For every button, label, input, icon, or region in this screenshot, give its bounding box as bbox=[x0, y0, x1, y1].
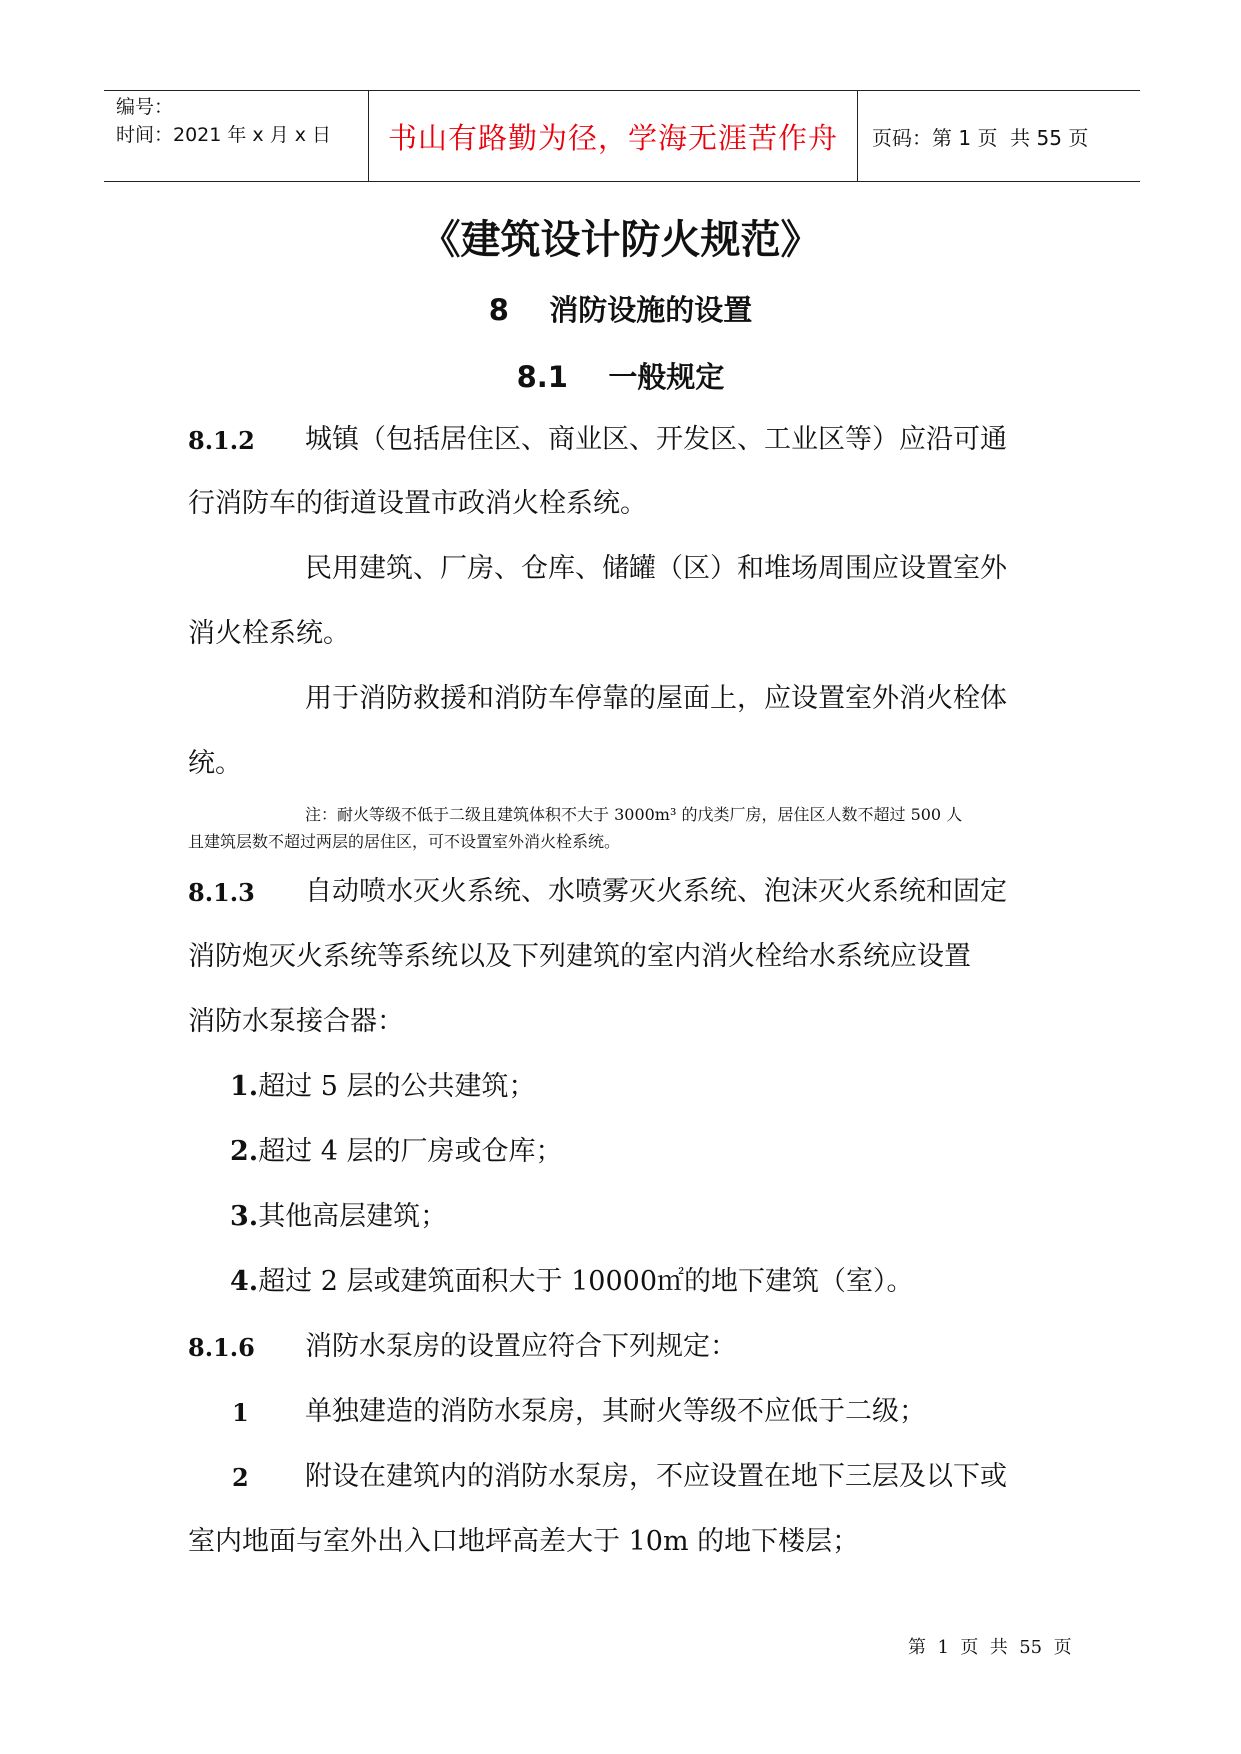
page-footer: 第 1 页 共 55 页 bbox=[908, 1637, 1072, 1658]
list-item-text: 超过 2 层或建筑面积大于 10000㎡的地下建筑（室）。 bbox=[258, 1266, 914, 1297]
header-divider bbox=[368, 91, 369, 181]
header-divider bbox=[857, 91, 858, 181]
clause-note: 且建筑层数不超过两层的居住区，可不设置室外消火栓系统。 bbox=[188, 832, 621, 851]
chapter-title: 8 消防设施的设置 bbox=[488, 293, 753, 327]
header-page-info: 页码：第 1 页 共 55 页 bbox=[872, 125, 1089, 150]
clause-text: 消防水泵接合器： bbox=[188, 1006, 404, 1037]
clause-text: 自动喷水灭火系统、水喷雾灭火系统、泡沫灭火系统和固定 bbox=[305, 876, 1007, 907]
header-time-label: 时间：2021 年 x 月 x 日 bbox=[116, 124, 332, 146]
list-item bbox=[230, 1262, 914, 1302]
clause-text: 统。 bbox=[188, 748, 242, 779]
list-item-text: 超过 5 层的公共建筑； bbox=[258, 1071, 536, 1102]
list-item-number: 1 bbox=[232, 1398, 249, 1427]
clause-text: 消防炮灭火系统等系统以及下列建筑的室内消火栓给水系统应设置 bbox=[188, 941, 971, 972]
list-item-number: 2. bbox=[230, 1136, 259, 1167]
clause-note: 注：耐火等级不低于二级且建筑体积不大于 3000m³ 的戊类厂房，居住区人数不超过 500 人 bbox=[305, 805, 963, 824]
clause-text: 用于消防救援和消防车停靠的屋面上，应设置室外消火栓体 bbox=[305, 683, 1007, 714]
list-item-number: 4. bbox=[230, 1266, 259, 1297]
list-item bbox=[230, 1067, 536, 1107]
list-item-text: 其他高层建筑； bbox=[258, 1201, 448, 1232]
section-title: 8.1 一般规定 bbox=[516, 360, 725, 394]
clause-text: 行消防车的街道设置市政消火栓系统。 bbox=[188, 488, 647, 519]
clause-number: 8.1.3 bbox=[188, 878, 255, 907]
clause-text: 消火栓系统。 bbox=[188, 618, 350, 649]
header-number-label: 编号： bbox=[116, 96, 174, 118]
header-meta bbox=[116, 93, 366, 149]
list-item-text: 室内地面与室外出入口地坪高差大于 10m 的地下楼层； bbox=[188, 1526, 860, 1557]
document-title: 《建筑设计防火规范》 bbox=[420, 217, 821, 263]
list-item bbox=[230, 1132, 563, 1172]
list-item-text: 超过 4 层的厂房或仓库； bbox=[258, 1136, 563, 1167]
list-item-number: 3. bbox=[230, 1201, 259, 1232]
list-item-number: 1. bbox=[230, 1071, 259, 1102]
list-item-text: 单独建造的消防水泵房，其耐火等级不应低于二级； bbox=[305, 1396, 926, 1427]
list-item bbox=[230, 1197, 447, 1237]
clause-text: 民用建筑、厂房、仓库、储罐（区）和堆场周围应设置室外 bbox=[305, 553, 1007, 584]
clause-text: 消防水泵房的设置应符合下列规定： bbox=[305, 1331, 737, 1362]
list-item-number: 2 bbox=[232, 1463, 249, 1492]
clause-text: 城镇（包括居住区、商业区、开发区、工业区等）应沿可通 bbox=[305, 424, 1007, 455]
header-motto: 书山有路勤为径，学海无涯苦作舟 bbox=[387, 120, 838, 155]
page-header bbox=[104, 90, 1140, 182]
clause-number: 8.1.2 bbox=[188, 426, 255, 455]
list-item-text: 附设在建筑内的消防水泵房，不应设置在地下三层及以下或 bbox=[305, 1461, 1007, 1492]
clause-number: 8.1.6 bbox=[188, 1333, 255, 1362]
